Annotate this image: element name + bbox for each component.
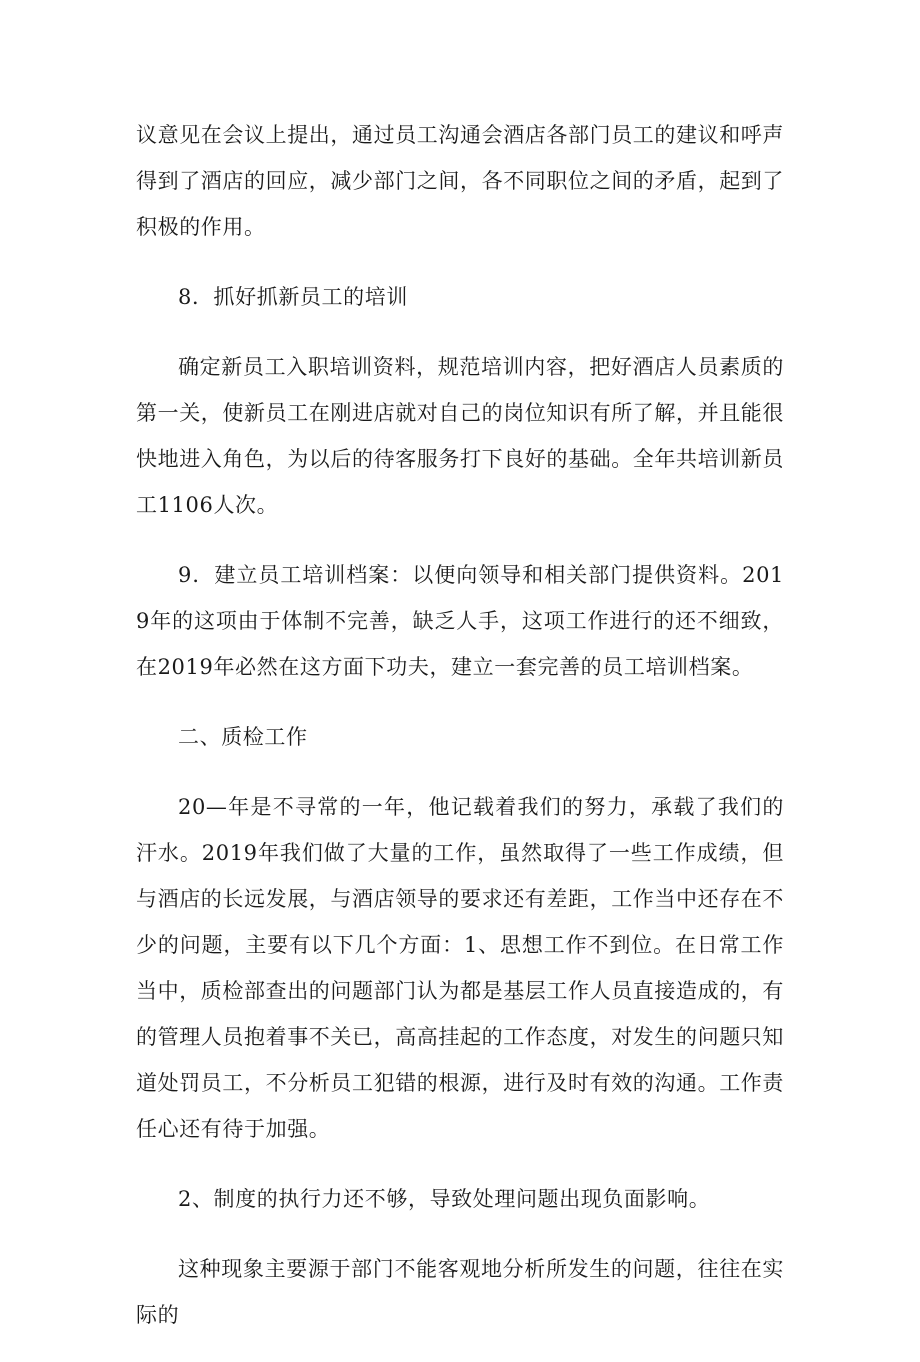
section-heading-quality-inspection: 二、质检工作 xyxy=(178,725,308,749)
paragraph-year-review: 20—年是不寻常的一年，他记载着我们的努力，承载了我们的汗水。2019年我们做了大量的工作，虽然取得了一些工作成绩，但与酒店的长远发展，与酒店领导的要求还有差距，工作当中还存在不少的问题，主要有以下几个方面：1、思想工作不到位。在日常工作当中，质检部查出的问题部门认为都是基层工作人员直接造成的，有的管理人员抱着事不关已，高高挂起的工作态度，对发生的问题只知道处罚员工，不分析员工犯错的根源，进行及时有效的沟通。工作责任心还有待于加强。 xyxy=(136,795,784,1141)
section-heading-8: 8．抓好抓新员工的培训 xyxy=(178,285,408,309)
document-body xyxy=(136,112,784,1362)
paragraph-new-staff-training: 确定新员工入职培训资料，规范培训内容，把好酒店人员素质的第一关，使新员工在刚进店就对自己的岗位知识有所了解，并且能很快地进入角色，为以后的待客服务打下良好的基础。全年共培训新员工1106人次。 xyxy=(136,355,784,517)
paragraph-training-archive: 9．建立员工培训档案：以便向领导和相关部门提供资料。2019年的这项由于体制不完善，缺乏人手，这项工作进行的还不细致，在2019年必然在这方面下功夫，建立一套完善的员工培训档案。 xyxy=(136,563,784,679)
paragraph-continuation: 议意见在会议上提出，通过员工沟通会酒店各部门员工的建议和呼声得到了酒店的回应，减少部门之间，各不同职位之间的矛盾，起到了积极的作用。 xyxy=(136,123,784,239)
paragraph-enforcement-issue: 2、制度的执行力还不够，导致处理问题出现负面影响。 xyxy=(178,1187,711,1211)
paragraph-root-cause: 这种现象主要源于部门不能客观地分析所发生的问题，往往在实际的 xyxy=(136,1257,784,1327)
